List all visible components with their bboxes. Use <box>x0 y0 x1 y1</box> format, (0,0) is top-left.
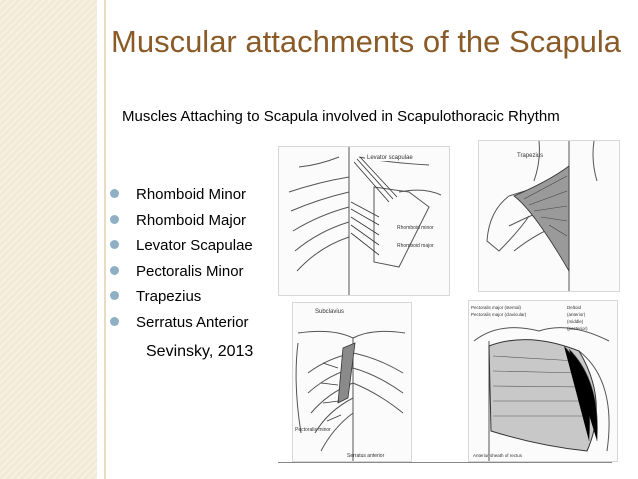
anatomy-figure-pectoralis-minor <box>292 302 412 462</box>
figure-label: Levator scapulae <box>367 155 413 161</box>
slide-subtitle: Muscles Attaching to Scapula involved in Scapulothoracic Rhythm <box>122 108 560 125</box>
anatomy-figure-rhomboids <box>278 146 450 296</box>
bullet-icon <box>110 291 119 300</box>
slide-title: Muscular attachments of the Scapula <box>111 24 622 59</box>
bullet-icon <box>110 189 119 198</box>
bullet-icon <box>110 317 119 326</box>
citation: Sevinsky, 2013 <box>146 343 254 360</box>
muscle-list <box>108 182 253 335</box>
muscle-label: Rhomboid Major <box>136 211 247 229</box>
list-item <box>108 259 253 285</box>
list-item <box>108 284 253 310</box>
muscle-label: Rhomboid Minor <box>136 186 247 203</box>
muscle-label: Trapezius <box>136 288 202 305</box>
list-item <box>108 182 253 208</box>
muscle-label: Pectoralis Minor <box>136 262 244 280</box>
figure-label: (posterior) <box>567 326 588 331</box>
figure-label: Subclavius <box>315 309 345 315</box>
figure-label: Pectoralis major (sternal) <box>471 305 522 310</box>
stripe-texture <box>0 0 97 479</box>
figure-label: Trapezius <box>517 153 544 159</box>
figure-label: Pectoralis major (clavicular) <box>471 312 527 317</box>
anatomy-figure-pectoralis-major <box>468 300 618 462</box>
figure-label: Anterior sheath of rectus <box>473 453 523 458</box>
figure-label: (middle) <box>567 319 584 324</box>
muscle-label: Serratus Anterior <box>136 313 249 331</box>
figure-label: (anterior) <box>567 312 586 317</box>
figure-label: Rhomboid major <box>397 243 434 249</box>
figure-label: Pectoralis minor <box>295 427 331 433</box>
figure-label: Rhomboid minor <box>397 225 434 231</box>
bullet-icon <box>110 215 119 224</box>
figure-label: Serratus anterior <box>347 453 385 459</box>
list-item <box>108 233 253 259</box>
bullet-icon <box>110 240 119 249</box>
bullet-icon <box>110 266 119 275</box>
decorative-vertical-line <box>104 0 106 479</box>
list-item <box>108 208 253 234</box>
muscle-label: Levator Scapulae <box>136 237 253 254</box>
figure-baseline-divider <box>278 462 612 463</box>
anatomy-figure-trapezius <box>478 140 620 292</box>
figure-label: Deltoid <box>567 305 582 310</box>
list-item <box>108 310 253 336</box>
